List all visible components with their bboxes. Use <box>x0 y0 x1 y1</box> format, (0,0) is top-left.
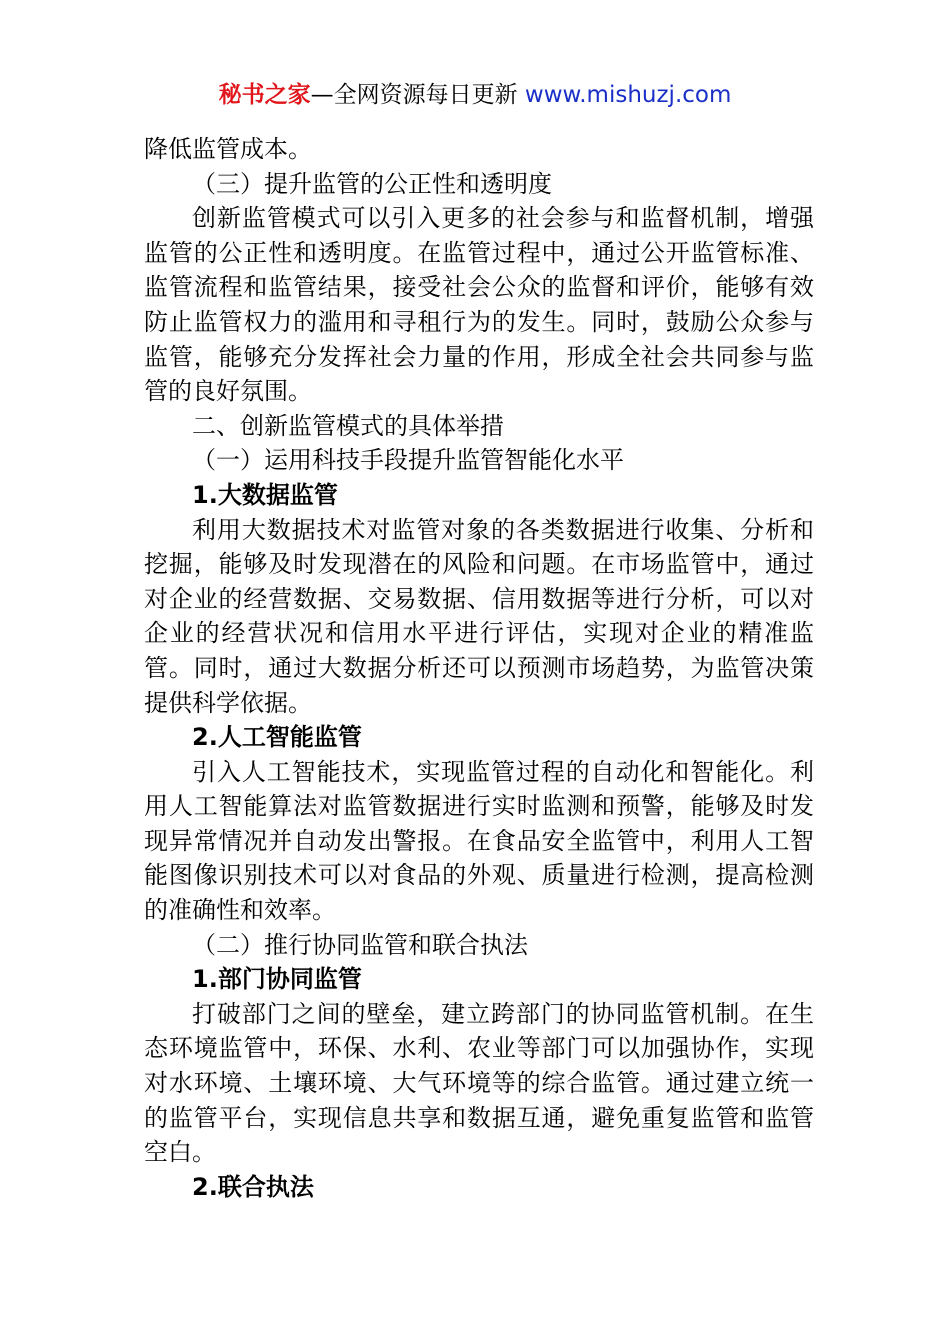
document-body <box>144 132 814 1204</box>
paragraph-transparency: 创新监管模式可以引入更多的社会参与和监督机制，增强监管的公正性和透明度。在监管过程中，通过公开监管标准、监管流程和监管结果，接受社会公众的监督和评价，能够有效防止监管权力的滥用和寻租行为的发生。同时，鼓励公众参与监管，能够充分发挥社会力量的作用，形成全社会共同参与监管的良好氛围。 <box>144 204 814 406</box>
page-header <box>0 78 950 112</box>
section-heading-2: 二、创新监管模式的具体举措 <box>192 411 504 440</box>
item-heading-big-data: 1.大数据监管 <box>192 480 338 509</box>
subsection-heading-3: （三）提升监管的公正性和透明度 <box>192 169 552 198</box>
header-tagline: —全网资源每日更新 <box>310 82 525 108</box>
item-heading-ai: 2.人工智能监管 <box>192 723 362 752</box>
item-heading-joint-enforcement: 2.联合执法 <box>192 1172 314 1201</box>
brand-name: 秘书之家 <box>218 82 311 108</box>
paragraph-ai: 引入人工智能技术，实现监管过程的自动化和智能化。利用人工智能算法对监管数据进行实时监测和预警，能够及时发现异常情况并自动发出警报。在食品安全监管中，利用人工智能图像识别技术可以对食品的外观、质量进行检测，提高检测的准确性和效率。 <box>144 757 814 925</box>
paragraph-big-data: 利用大数据技术对监管对象的各类数据进行收集、分析和挖掘，能够及时发现潜在的风险和问题。在市场监管中，通过对企业的经营数据、交易数据、信用数据等进行分析，可以对企业的经营状况和信用水平进行评估，实现对企业的精准监管。同时，通过大数据分析还可以预测市场趋势，为监管决策提供科学依据。 <box>144 515 814 717</box>
paragraph-continuation: 降低监管成本。 <box>144 135 312 163</box>
subsection-heading-1: （一）运用科技手段提升监管智能化水平 <box>192 446 624 475</box>
item-heading-department: 1.部门协同监管 <box>192 965 362 994</box>
paragraph-department: 打破部门之间的壁垒，建立跨部门的协同监管机制。在生态环境监管中，环保、水利、农业等部门可以加强协作，实现对水环境、土壤环境、大气环境等的综合监管。通过建立统一的监管平台，实现信息共享和数据互通，避免重复监管和监管空白。 <box>144 999 814 1167</box>
subsection-heading-2: （二）推行协同监管和联合执法 <box>192 930 528 959</box>
site-url[interactable]: www.mishuzj.com <box>524 82 732 108</box>
